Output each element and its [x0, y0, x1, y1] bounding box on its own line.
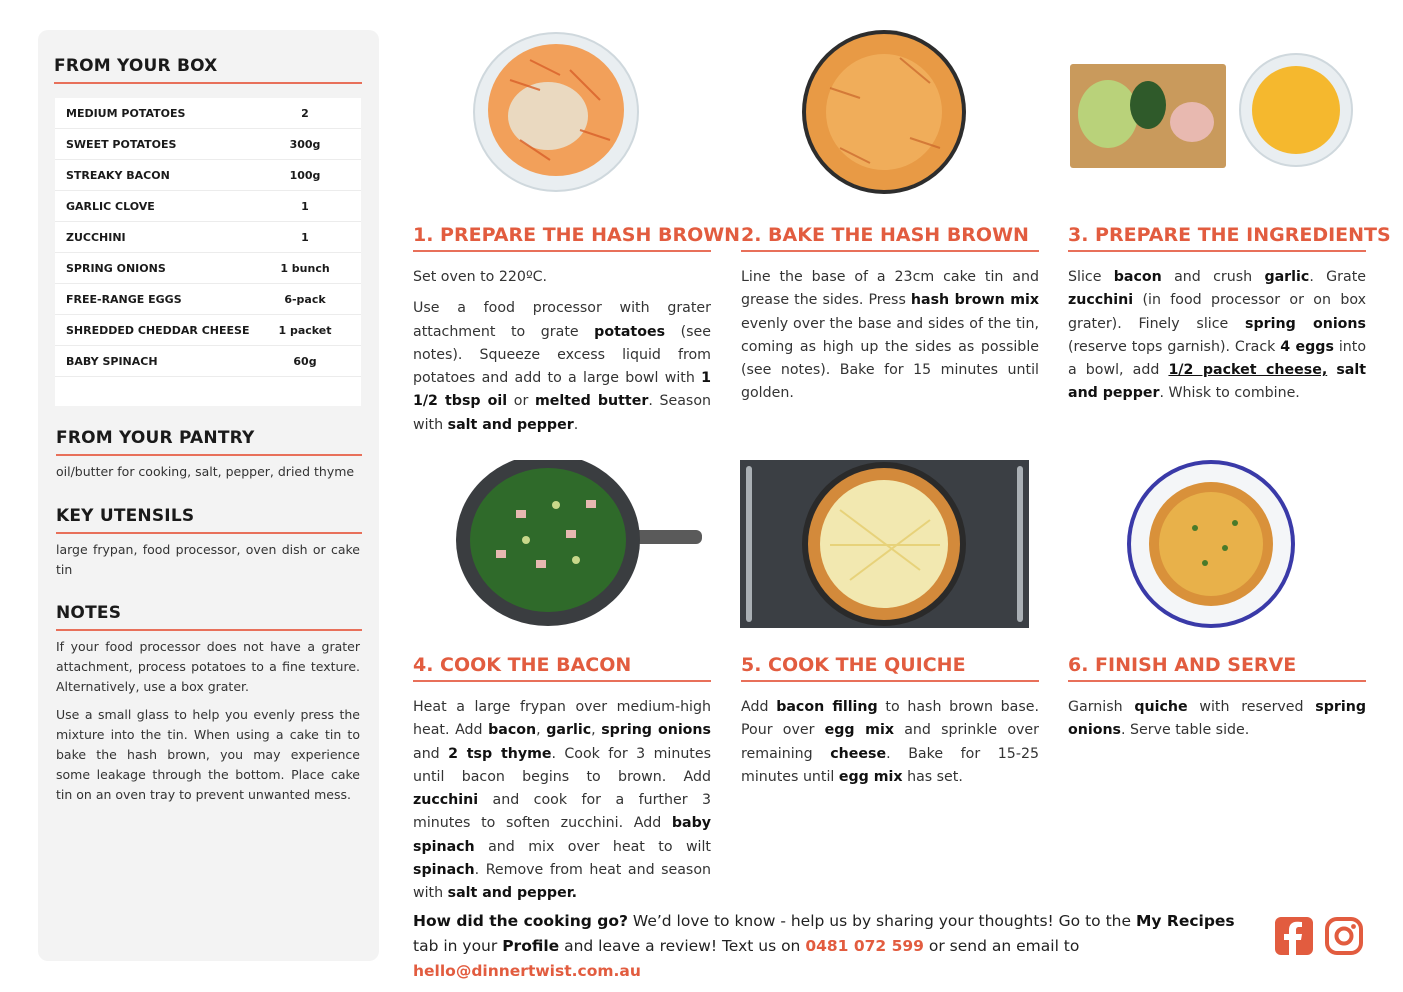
- step-2-photo-hash-brown-tin: [800, 28, 968, 196]
- ingredient-quantity: 100g: [289, 168, 321, 182]
- ingredient-row: [55, 160, 361, 191]
- ingredient-highlight: baby spinach: [413, 815, 711, 855]
- instruction-text: Use a food processor with grater attachment to grate: [413, 300, 711, 340]
- instruction-text: Garnish: [1068, 699, 1135, 715]
- step-3-photo-prepared-ingredients: [1068, 50, 1358, 172]
- instruction-text: Add: [741, 699, 777, 715]
- ingredient-name: FREE-RANGE EGGS: [66, 292, 182, 306]
- ingredient-name: STREAKY BACON: [66, 168, 170, 182]
- ingredient-highlight: salt and pepper: [447, 416, 574, 433]
- step-2-instructions: [741, 266, 1039, 406]
- instruction-text: Line the base of a 23cm cake tin and grease the sides. Press: [741, 269, 1039, 309]
- ingredient-highlight: 1/2 packet cheese,: [1168, 362, 1328, 379]
- step-5-title: 5. COOK THE QUICHE: [741, 654, 1039, 682]
- instruction-text: ,: [536, 722, 547, 739]
- ingredient-row: [55, 315, 361, 346]
- instruction-text: has set.: [902, 768, 963, 785]
- ingredient-highlight: quiche: [1134, 699, 1188, 715]
- ingredient-row: [55, 129, 361, 160]
- ingredient-highlight: zucchini: [413, 792, 479, 809]
- ingredient-highlight: salt and pepper.: [447, 885, 578, 902]
- notes-paragraph-1: If your food processor does not have a grater attachment, process potatoes to a fine texture. Alternatively, use a box grater.: [56, 639, 360, 694]
- pantry-text: oil/butter for cooking, salt, pepper, dried thyme: [56, 464, 355, 479]
- instruction-text: to hash brown base. Pour over: [741, 699, 1039, 739]
- ingredient-row: [55, 191, 361, 222]
- ingredient-name: MEDIUM POTATOES: [66, 106, 186, 120]
- step-1-instructions: [413, 266, 711, 437]
- feedback-footer: [413, 909, 1263, 984]
- step-3-title: 3. PREPARE THE INGREDIENTS: [1068, 224, 1366, 252]
- ingredients-sidebar: [38, 30, 379, 961]
- phone-number-link[interactable]: 0481 072 599: [805, 937, 924, 955]
- instruction-text: evenly over the base and sides of the tin, coming as high up the sides as possible (see notes). Bake for 15 minutes until golden.: [741, 315, 1039, 402]
- my-recipes-link[interactable]: My Recipes: [1135, 912, 1235, 930]
- ingredient-highlight: spring onions: [601, 722, 711, 739]
- ingredient-name: BABY SPINACH: [66, 354, 158, 368]
- instruction-text: . Bake for 15-25 minutes until: [741, 745, 1039, 785]
- instruction-paragraph: [413, 266, 711, 289]
- instruction-text: with reserved: [1187, 699, 1316, 715]
- ingredient-name: SWEET POTATOES: [66, 137, 177, 151]
- ingredient-quantity: 6-pack: [284, 292, 326, 306]
- ingredient-highlight: bacon: [1113, 269, 1162, 285]
- instruction-text: . Season with: [413, 393, 711, 433]
- instruction-text: (reserve tops garnish). Crack: [1068, 338, 1281, 355]
- ingredient-highlight: 2 tsp thyme: [448, 745, 552, 762]
- instruction-text: and mix over heat to wilt: [474, 838, 711, 855]
- instruction-text: . Whisk to combine.: [1159, 385, 1300, 402]
- ingredient-highlight: spring onions: [1245, 315, 1366, 332]
- ingredient-highlight: melted butter: [534, 393, 649, 410]
- footer-text-4: or send an email to: [923, 937, 1080, 955]
- ingredient-quantity: 1 packet: [278, 323, 332, 337]
- step-6-photo-finished-quiche: [1125, 458, 1297, 630]
- ingredient-highlight: garlic: [1264, 269, 1310, 285]
- step-5-photo-quiche-tray: [740, 460, 1029, 628]
- footer-text-2: tab in your: [413, 937, 503, 955]
- email-link[interactable]: hello@dinnertwist.com.au: [413, 962, 641, 980]
- ingredient-quantity: 60g: [293, 354, 317, 368]
- instruction-text: ,: [591, 722, 602, 739]
- step-2-title: 2. BAKE THE HASH BROWN: [741, 224, 1039, 252]
- ingredient-highlight: garlic: [546, 722, 592, 739]
- facebook-icon[interactable]: [1275, 917, 1313, 955]
- instruction-text: . Serve table side.: [1121, 722, 1250, 739]
- instruction-paragraph: [1068, 266, 1366, 406]
- ingredient-quantity: 1: [301, 199, 309, 213]
- from-your-box-heading: FROM YOUR BOX: [54, 56, 362, 84]
- utensils-text: large frypan, food processor, oven dish or cake tin: [56, 542, 360, 577]
- step-1-photo-grated-potatoes: [470, 30, 642, 195]
- ingredient-highlight: bacon filling: [776, 699, 878, 715]
- profile-link[interactable]: Profile: [502, 937, 560, 955]
- ingredient-highlight: potatoes: [594, 323, 666, 340]
- instruction-paragraph: [1068, 696, 1366, 743]
- instruction-paragraph: [413, 297, 711, 437]
- step-5-instructions: [741, 696, 1039, 789]
- ingredient-quantity: 1: [301, 230, 309, 244]
- from-your-pantry-heading: FROM YOUR PANTRY: [56, 428, 362, 456]
- notes-paragraph-2: Use a small glass to help you evenly press the mixture into the tin. When using a cake tin to bake the hash brown, you may experience some leakage through the bottom. Place cake tin on an oven tray to prevent unwanted mess.: [56, 707, 360, 802]
- ingredient-highlight: hash brown mix: [910, 292, 1039, 309]
- ingredient-name: SPRING ONIONS: [66, 261, 166, 275]
- instruction-text: and: [413, 745, 449, 762]
- instruction-text: Heat a large frypan over medium-high heat. Add: [413, 699, 711, 739]
- instruction-paragraph: [741, 266, 1039, 406]
- step-4-title: 4. COOK THE BACON: [413, 654, 711, 682]
- instruction-text: . Grate: [1309, 269, 1366, 285]
- footer-text-3: and leave a review! Text us on: [559, 937, 806, 955]
- ingredient-name: SHREDDED CHEDDAR CHEESE: [66, 323, 250, 337]
- instruction-paragraph: [413, 696, 711, 906]
- step-4-instructions: [413, 696, 711, 906]
- ingredient-name: ZUCCHINI: [66, 230, 126, 244]
- ingredient-quantity: 2: [301, 106, 309, 120]
- instruction-text: Set oven to 220ºC.: [413, 269, 548, 285]
- instagram-icon[interactable]: [1325, 917, 1363, 955]
- ingredient-highlight: spinach: [413, 862, 475, 879]
- ingredient-row: [55, 284, 361, 315]
- instruction-text: [1327, 362, 1336, 378]
- instruction-paragraph: [741, 696, 1039, 789]
- ingredient-row: [55, 346, 361, 377]
- ingredient-row: [55, 98, 361, 129]
- ingredient-quantity: 300g: [289, 137, 321, 151]
- instruction-text: (in food processor or on box grater). Finely slice: [1068, 292, 1366, 332]
- step-3-instructions: [1068, 266, 1366, 406]
- ingredient-row: [55, 222, 361, 253]
- ingredient-highlight: 4 eggs: [1280, 338, 1334, 355]
- instruction-text: or: [507, 393, 535, 410]
- step-6-instructions: [1068, 696, 1366, 743]
- ingredient-highlight: egg mix: [824, 722, 894, 739]
- ingredient-highlight: zucchini: [1068, 292, 1134, 309]
- instruction-text: Slice: [1068, 269, 1114, 285]
- ingredient-name: GARLIC CLOVE: [66, 199, 155, 213]
- ingredient-highlight: bacon: [488, 722, 537, 739]
- instruction-text: .: [573, 416, 579, 433]
- footer-question: How did the cooking go?: [413, 912, 628, 930]
- notes-heading: NOTES: [56, 603, 362, 631]
- ingredient-highlight: egg mix: [838, 768, 903, 785]
- key-utensils-heading: KEY UTENSILS: [56, 506, 362, 534]
- instruction-text: into a bowl, add: [1068, 338, 1367, 379]
- footer-text-1: We’d love to know - help us by sharing your thoughts! Go to the: [627, 912, 1136, 930]
- ingredient-highlight: 1 1/2 tbsp oil: [413, 370, 711, 410]
- instruction-text: . Remove from heat and season with: [413, 862, 711, 902]
- instruction-text: (see notes). Squeeze excess liquid from potatoes and add to a large bowl with: [413, 323, 711, 387]
- ingredient-highlight: spring onions: [1068, 699, 1366, 739]
- instruction-text: and sprinkle over remaining: [741, 722, 1039, 762]
- ingredient-row: [55, 253, 361, 284]
- ingredient-quantity: 1 bunch: [280, 261, 330, 275]
- instruction-text: . Cook for 3 minutes until bacon begins to brown. Add: [413, 745, 711, 785]
- ingredient-highlight: cheese: [830, 745, 887, 762]
- ingredient-highlight: salt and pepper: [1068, 362, 1367, 402]
- step-4-photo-frypan: [456, 460, 704, 628]
- instruction-text: and crush: [1161, 269, 1265, 285]
- instruction-text: and cook for a further 3 minutes to soften zucchini. Add: [413, 792, 711, 832]
- step-6-title: 6. FINISH AND SERVE: [1068, 654, 1366, 682]
- step-1-title: 1. PREPARE THE HASH BROWN: [413, 224, 711, 252]
- ingredients-table: [55, 98, 361, 406]
